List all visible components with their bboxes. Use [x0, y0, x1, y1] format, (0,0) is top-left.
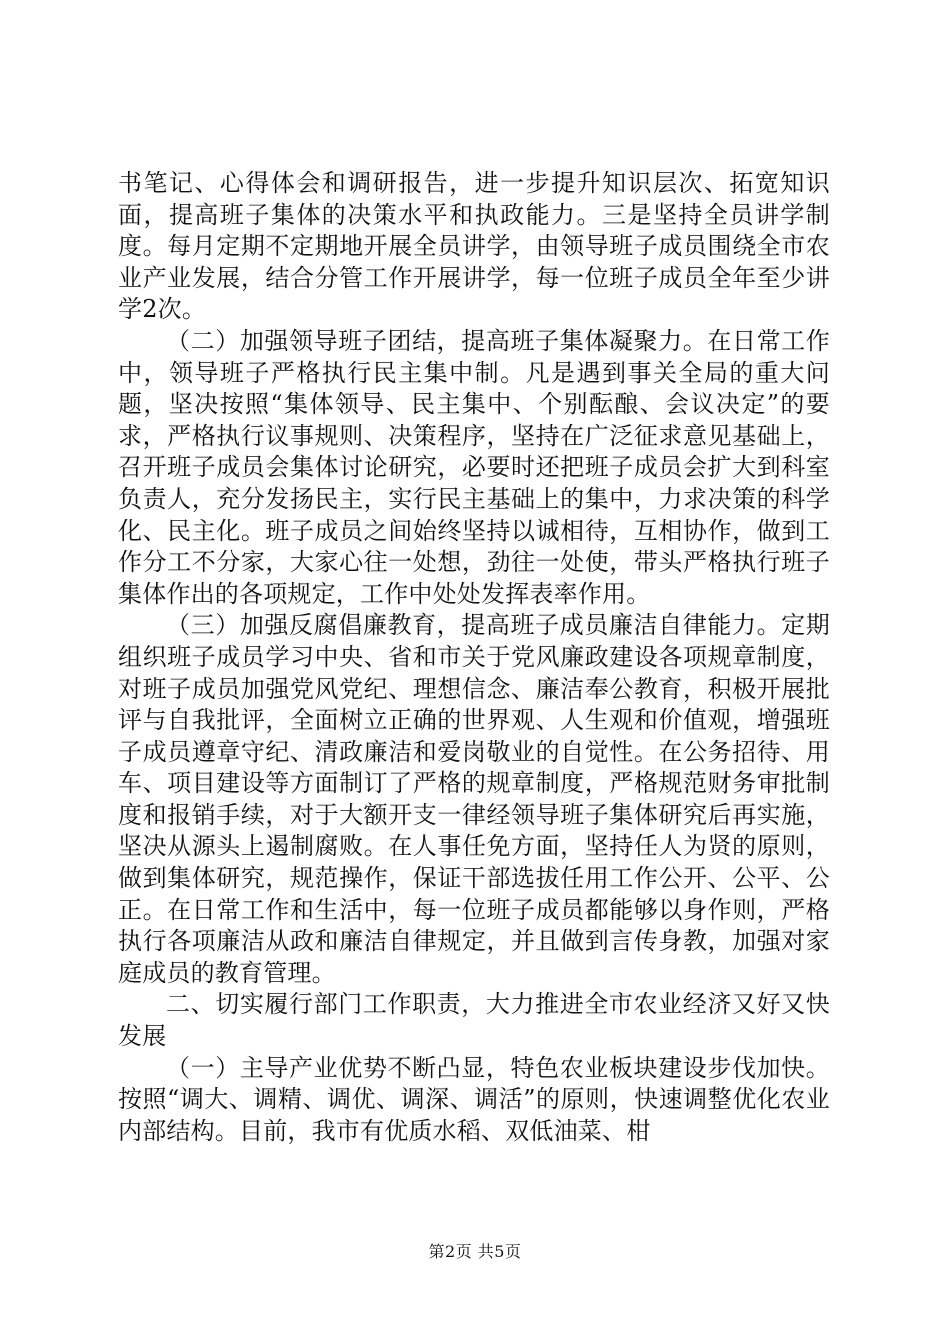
paragraph-subsection-1: （一）主导产业优势不断凸显，特色农业板块建设步伐加快。按照“调大、调精、调优、调深、调活”的原则，快速调整优化农业内部结构。目前，我市有优质水稻、双低油菜、柑	[118, 1053, 830, 1145]
heading-part-two: 二、切实履行部门工作职责，大力推进全市农业经济又好又快发展	[118, 990, 830, 1051]
page-number-footer: 第2页 共5页	[428, 1242, 522, 1261]
paragraph-continued: 书笔记、心得体会和调研报告，进一步提升知识层次、拓宽知识面，提高班子集体的决策水平和执政能力。三是坚持全员讲学制度。每月定期不定期地开展全员讲学，由领导班子成员围绕全市农业产业发展，结合分管工作开展讲学，每一位班子成员全年至少讲学2次。	[118, 169, 830, 324]
paragraph-section-3: （三）加强反腐倡廉教育，提高班子成员廉洁自律能力。定期组织班子成员学习中央、省和市关于党风廉政建设各项规章制度，对班子成员加强党风党纪、理想信念、廉洁奉公教育，积极开展批评与自我批评，全面树立正确的世界观、人生观和价值观，增强班子成员遵章守纪、清政廉洁和爱岗敬业的自觉性。在公务招待、用车、项目建设等方面制订了严格的规章制度，严格规范财务审批制度和报销手续，对于大额开支一律经领导班子集体研究后再实施，坚决从源头上遏制腐败。在人事任免方面，坚持任人为贤的原则，做到集体研究，规范操作，保证干部选拔任用工作公开、公平、公正。在日常工作和生活中，每一位班子成员都能够以身作则，严格执行各项廉洁从政和廉洁自律规定，并且做到言传身教，加强对家庭成员的教育管理。	[118, 611, 830, 987]
paragraph-section-2: （二）加强领导班子团结，提高班子集体凝聚力。在日常工作中，领导班子严格执行民主集中制。凡是遇到事关全局的重大问题，坚决按照“集体领导、民主集中、个别酝酿、会议决定”的要求，严格执行议事规则、决策程序，坚持在广泛征求意见基础上，召开班子成员会集体讨论研究，必要时还把班子成员会扩大到科室负责人，充分发扬民主，实行民主基础上的集中，力求决策的科学化、民主化。班子成员之间始终坚持以诚相待，互相协作，做到工作分工不分家，大家心往一处想，劲往一处使，带头严格执行班子集体作出的各项规定，工作中处处发挥表率作用。	[118, 326, 830, 608]
body-text	[118, 168, 830, 1147]
